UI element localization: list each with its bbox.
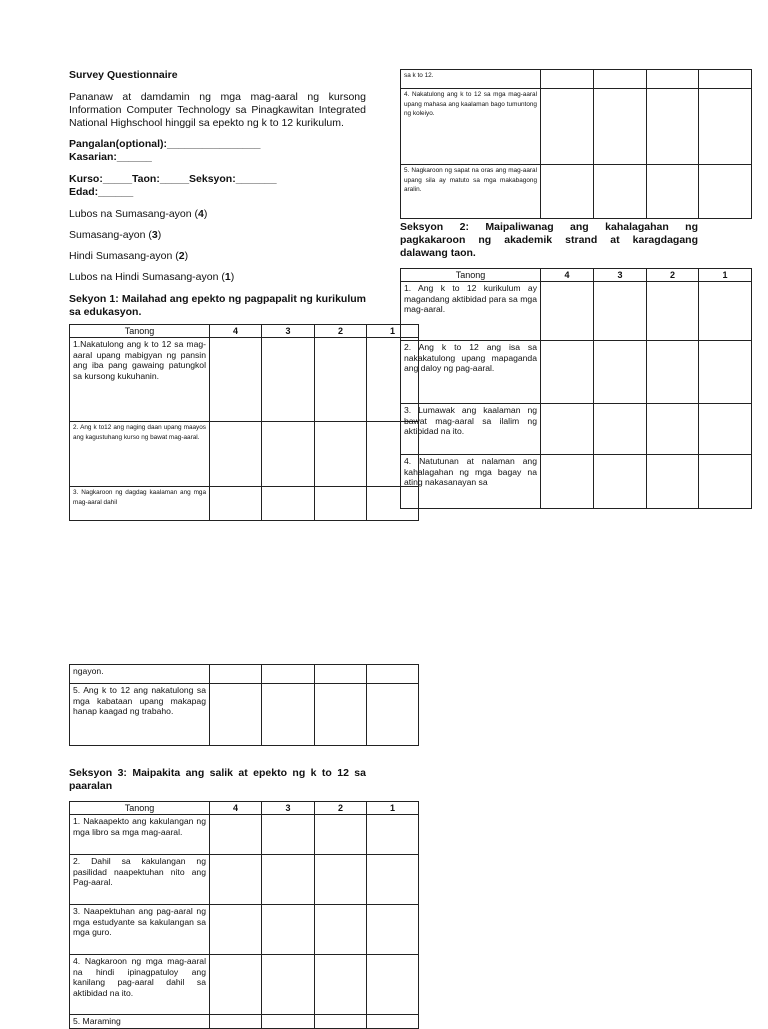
field-kasarian: Kasarian:______ bbox=[69, 151, 152, 163]
rating-cell-1[interactable] bbox=[367, 855, 419, 905]
rating-cell-2[interactable] bbox=[315, 338, 367, 422]
rating-cell-4[interactable] bbox=[210, 815, 262, 855]
question-cell: 5. Ang k to 12 ang nakatulong sa mga kabataan upang makapag hanap kaagad ng trabaho. bbox=[70, 684, 210, 746]
table-row bbox=[70, 905, 419, 955]
rating-cell-2[interactable] bbox=[315, 422, 367, 487]
header-3: 3 bbox=[262, 802, 315, 815]
header-2: 2 bbox=[315, 802, 367, 815]
table-row bbox=[70, 487, 419, 521]
table-row bbox=[401, 455, 752, 509]
section3-heading bbox=[69, 767, 366, 793]
table-row bbox=[401, 165, 752, 219]
rating-cell-4[interactable] bbox=[541, 70, 594, 89]
question-cell: 4. Natutunan at nalaman ang kahalagahan ng mga bagay na ating nakasanayan sa bbox=[401, 455, 541, 509]
section1-table bbox=[69, 324, 419, 521]
rating-cell-2[interactable] bbox=[315, 684, 367, 746]
rating-cell-2[interactable] bbox=[647, 341, 699, 404]
field-kurso-taon-seksyon: Kurso:_____Taon:_____Seksyon:_______ bbox=[69, 173, 277, 185]
rating-cell-3[interactable] bbox=[262, 487, 315, 521]
rating-cell-2[interactable] bbox=[315, 955, 367, 1015]
rating-cell-4[interactable] bbox=[210, 422, 262, 487]
scale-item-4: Lubos na Sumasang-ayon (4) bbox=[69, 208, 208, 220]
question-cell: sa k to 12. bbox=[401, 70, 541, 89]
rating-cell-1[interactable] bbox=[699, 70, 752, 89]
table-header-row bbox=[70, 802, 419, 815]
scale-item-1: Lubos na Hindi Sumasang-ayon (1) bbox=[69, 271, 235, 283]
section1-title: Sekyon 1: Mailahad ang epekto ng pagpapalit ng kurikulum sa edukasyon. bbox=[69, 293, 366, 318]
table-row bbox=[70, 1015, 419, 1029]
rating-cell-1[interactable] bbox=[699, 165, 752, 219]
header-1: 1 bbox=[367, 802, 419, 815]
question-cell: 4. Nakatulong ang k to 12 sa mga mag-aaral upang mahasa ang kaalaman bago tumuntong ng koleiyo. bbox=[401, 89, 541, 165]
rating-cell-3[interactable] bbox=[262, 1015, 315, 1029]
rating-cell-4[interactable] bbox=[541, 89, 594, 165]
table-row bbox=[70, 338, 419, 422]
header-1: 1 bbox=[699, 269, 752, 282]
header-3: 3 bbox=[594, 269, 647, 282]
rating-cell-3[interactable] bbox=[262, 422, 315, 487]
table-row bbox=[70, 815, 419, 855]
rating-cell-4[interactable] bbox=[210, 955, 262, 1015]
field-pangalan: Pangalan(optional):________________ bbox=[69, 138, 261, 150]
rating-cell-4[interactable] bbox=[210, 684, 262, 746]
rating-cell-4[interactable] bbox=[541, 404, 594, 455]
question-cell: ngayon. bbox=[70, 665, 210, 684]
question-cell: 1.Nakatulong ang k to 12 sa mag-aaral upang mabigyan ng pansin ang iba pang gawaing patungkol sa kursong kukuhanin. bbox=[70, 338, 210, 422]
rating-cell-3[interactable] bbox=[262, 955, 315, 1015]
section2-title: Seksyon 2: Maipaliwanag ang kahalagahan ng pagkakaroon ng akademik strand at karagdagang dalawang taon. bbox=[400, 221, 698, 259]
rating-cell-3[interactable] bbox=[594, 282, 647, 341]
rating-cell-4[interactable] bbox=[541, 282, 594, 341]
table-row bbox=[401, 404, 752, 455]
header-2: 2 bbox=[647, 269, 699, 282]
header-tanong: Tanong bbox=[70, 802, 210, 815]
rating-cell-3[interactable] bbox=[262, 338, 315, 422]
rating-cell-1[interactable] bbox=[699, 404, 752, 455]
question-cell: 2. Ang k to12 ang naging daan upang maayos ang kagustuhang kurso ng bawat mag-aaral. bbox=[70, 422, 210, 487]
section1-table-continued bbox=[69, 664, 419, 746]
section1-table-right bbox=[400, 69, 752, 219]
rating-cell-2[interactable] bbox=[315, 665, 367, 684]
rating-cell-2[interactable] bbox=[315, 905, 367, 955]
rating-cell-3[interactable] bbox=[262, 815, 315, 855]
rating-cell-1[interactable] bbox=[699, 341, 752, 404]
scale-item-2: Hindi Sumasang-ayon (2) bbox=[69, 250, 189, 262]
rating-cell-4[interactable] bbox=[541, 455, 594, 509]
header-3: 3 bbox=[262, 325, 315, 338]
section3-table bbox=[69, 801, 419, 1029]
question-cell: 3. Nagkaroon ng dagdag kaalaman ang mga mag-aaral dahil bbox=[70, 487, 210, 521]
rating-cell-4[interactable] bbox=[541, 341, 594, 404]
rating-cell-2[interactable] bbox=[647, 282, 699, 341]
question-cell: 4. Nagkaroon ng mga mag-aaral na hindi ipinagpatuloy ang kanilang pag-aaral dahil sa aktibidad na ito. bbox=[70, 955, 210, 1015]
rating-cell-4[interactable] bbox=[541, 165, 594, 219]
header-4: 4 bbox=[210, 325, 262, 338]
rating-cell-2[interactable] bbox=[647, 165, 699, 219]
rating-cell-1[interactable] bbox=[367, 684, 419, 746]
table-row bbox=[401, 70, 752, 89]
rating-cell-3[interactable] bbox=[262, 855, 315, 905]
table-row bbox=[401, 282, 752, 341]
section2-table bbox=[400, 268, 752, 509]
header-4: 4 bbox=[210, 802, 262, 815]
rating-cell-1[interactable] bbox=[367, 815, 419, 855]
rating-cell-3[interactable] bbox=[594, 165, 647, 219]
rating-cell-4[interactable] bbox=[210, 338, 262, 422]
rating-cell-2[interactable] bbox=[315, 487, 367, 521]
header-tanong: Tanong bbox=[70, 325, 210, 338]
rating-cell-3[interactable] bbox=[594, 455, 647, 509]
rating-cell-1[interactable] bbox=[699, 455, 752, 509]
scale-item-3: Sumasang-ayon (3) bbox=[69, 229, 162, 241]
table-row bbox=[70, 955, 419, 1015]
rating-cell-1[interactable] bbox=[367, 1015, 419, 1029]
survey-intro: Pananaw at damdamin ng mga mag-aaral ng kursong Information Computer Technology sa Pinagkawitan Integrated National Highschool hinggil sa epekto ng k to 12 kurikulum. bbox=[69, 91, 366, 129]
table-row bbox=[401, 89, 752, 165]
table-row bbox=[401, 341, 752, 404]
table-header-row bbox=[401, 269, 752, 282]
table-header-row bbox=[70, 325, 419, 338]
rating-cell-3[interactable] bbox=[594, 404, 647, 455]
rating-cell-4[interactable] bbox=[210, 487, 262, 521]
rating-cell-3[interactable] bbox=[594, 89, 647, 165]
rating-cell-2[interactable] bbox=[315, 1015, 367, 1029]
rating-cell-1[interactable] bbox=[367, 665, 419, 684]
rating-cell-2[interactable] bbox=[647, 89, 699, 165]
question-cell: 3. Lumawak ang kaalaman ng bawat mag-aaral sa ilalim ng aktibidad na ito. bbox=[401, 404, 541, 455]
rating-cell-3[interactable] bbox=[594, 70, 647, 89]
rating-cell-3[interactable] bbox=[594, 341, 647, 404]
rating-cell-1[interactable] bbox=[699, 89, 752, 165]
section2-heading bbox=[400, 221, 698, 260]
header-block bbox=[69, 69, 366, 319]
section3-title: Seksyon 3: Maipakita ang salik at epekto ng k to 12 sa paaralan bbox=[69, 767, 366, 792]
question-cell: 2. Ang k to 12 ang isa sa nakakatulong upang mapaganda ang daloy ng pag-aaral. bbox=[401, 341, 541, 404]
question-cell: 5. Nagkaroon ng sapat na oras ang mag-aaral upang sila ay matuto sa mga makabagong aralin. bbox=[401, 165, 541, 219]
rating-cell-4[interactable] bbox=[210, 665, 262, 684]
rating-cell-4[interactable] bbox=[210, 1015, 262, 1029]
rating-cell-3[interactable] bbox=[262, 905, 315, 955]
rating-cell-2[interactable] bbox=[315, 855, 367, 905]
survey-title: Survey Questionnaire bbox=[69, 69, 178, 81]
rating-cell-2[interactable] bbox=[315, 815, 367, 855]
rating-cell-2[interactable] bbox=[647, 455, 699, 509]
question-cell: 5. Maraming bbox=[70, 1015, 210, 1029]
rating-cell-1[interactable] bbox=[699, 282, 752, 341]
table-row bbox=[70, 665, 419, 684]
table-row bbox=[70, 855, 419, 905]
header-2: 2 bbox=[315, 325, 367, 338]
header-4: 4 bbox=[541, 269, 594, 282]
header-1: 1 bbox=[367, 325, 419, 338]
question-cell: 3. Naapektuhan ang pag-aaral ng mga estudyante sa kakulangan sa mga guro. bbox=[70, 905, 210, 955]
field-edad: Edad:______ bbox=[69, 186, 134, 198]
question-cell: 1. Nakaapekto ang kakulangan ng mga libro sa mga mag-aaral. bbox=[70, 815, 210, 855]
table-row bbox=[70, 422, 419, 487]
header-tanong: Tanong bbox=[401, 269, 541, 282]
rating-cell-1[interactable] bbox=[367, 905, 419, 955]
rating-cell-3[interactable] bbox=[262, 684, 315, 746]
rating-cell-4[interactable] bbox=[210, 905, 262, 955]
rating-cell-2[interactable] bbox=[647, 70, 699, 89]
question-cell: 2. Dahil sa kakulangan ng pasilidad naapektuhan nito ang Pag-aaral. bbox=[70, 855, 210, 905]
rating-cell-2[interactable] bbox=[647, 404, 699, 455]
question-cell: 1. Ang k to 12 kurikulum ay magandang aktibidad para sa mga mag-aaral. bbox=[401, 282, 541, 341]
rating-cell-1[interactable] bbox=[367, 955, 419, 1015]
rating-cell-3[interactable] bbox=[262, 665, 315, 684]
table-row bbox=[70, 684, 419, 746]
rating-cell-4[interactable] bbox=[210, 855, 262, 905]
